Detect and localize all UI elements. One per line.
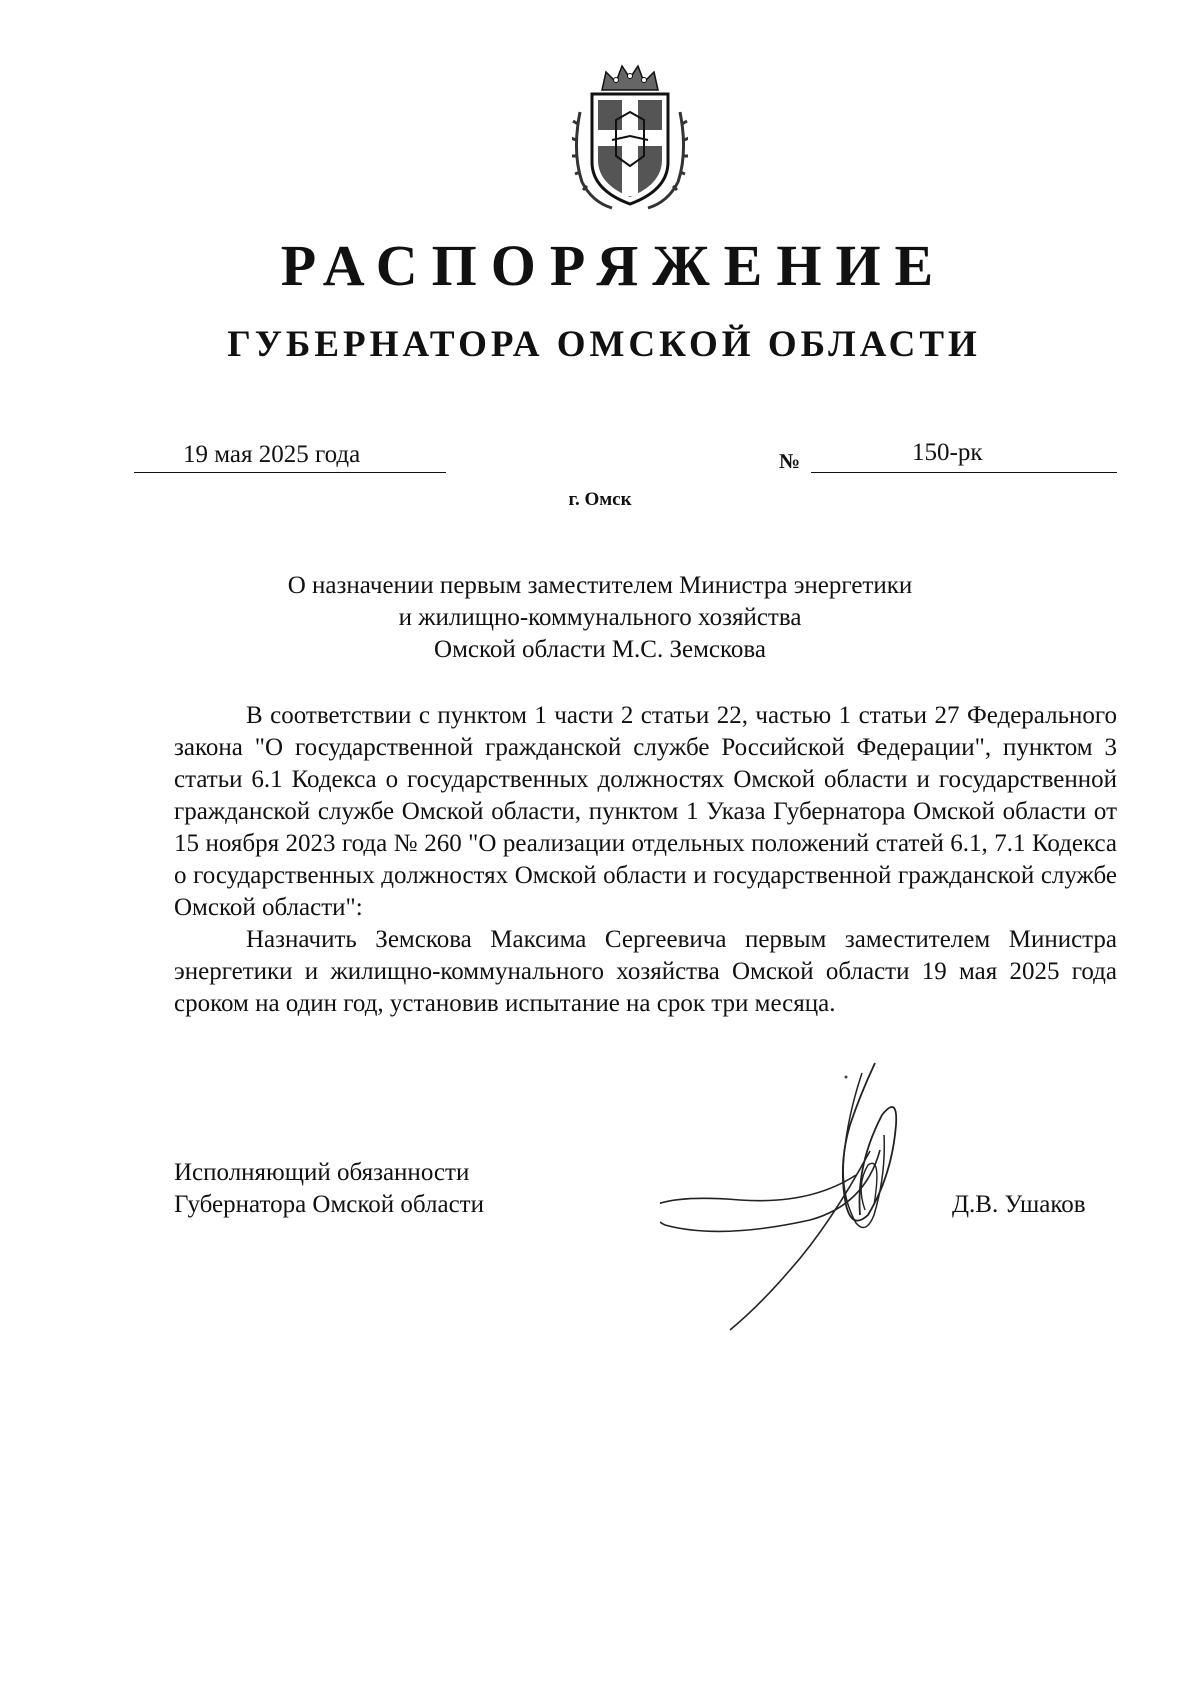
subject-line: О назначении первым заместителем Министра энергетики	[287, 572, 913, 599]
document-subtitle: ГУБЕРНАТОРА ОМСКОЙ ОБЛАСТИ	[227, 324, 981, 365]
number-sign: №	[779, 449, 801, 473]
document-title: РАСПОРЯЖЕНИЕ	[280, 233, 948, 298]
body-paragraph-legal-basis: В соответствии с пунктом 1 части 2 статьи 22, частью 1 статьи 27 Федерального закона "О государственной гражданской службе Российской Федерации", пунктом 3 статьи 6.1 Кодекса о государственных должностях Омской области и государственной гражданской службе Омской области, пунктом 1 Указа Губернатора Омской области от 15 ноября 2023 года № 260 "О реализации отдельных положений статей 6.1, 7.1 Кодекса о государственных должностях Омской области и государственной гражданской службе Омской области":	[174, 702, 1117, 921]
body-paragraph-appointment: Назначить Земскова Максима Сергеевича первым заместителем Министра энергетики и жилищно-коммунального хозяйства Омской области 19 мая 2025 года сроком на один год, установив испытание на срок три месяца.	[174, 926, 1117, 1017]
signer-role-line: Исполняющий обязанности	[174, 1159, 470, 1186]
document-number: 150-рк	[912, 439, 983, 466]
number-underline	[811, 472, 1117, 473]
handwritten-signature-icon	[660, 1055, 1020, 1355]
subject-line: Омской области М.С. Земскова	[434, 636, 766, 663]
document-body	[174, 700, 1117, 1020]
subject-line: и жилищно-коммунального хозяйства	[398, 604, 802, 631]
signer-role	[174, 1157, 484, 1221]
document-city: г. Омск	[568, 489, 632, 510]
signer-name: Д.В. Ушаков	[952, 1191, 1086, 1218]
signer-role-line: Губернатора Омской области	[174, 1191, 484, 1218]
omsk-coat-of-arms-icon	[572, 62, 688, 212]
document-date: 19 мая 2025 года	[183, 441, 361, 468]
document-subject	[160, 570, 1040, 666]
date-underline	[134, 472, 446, 473]
